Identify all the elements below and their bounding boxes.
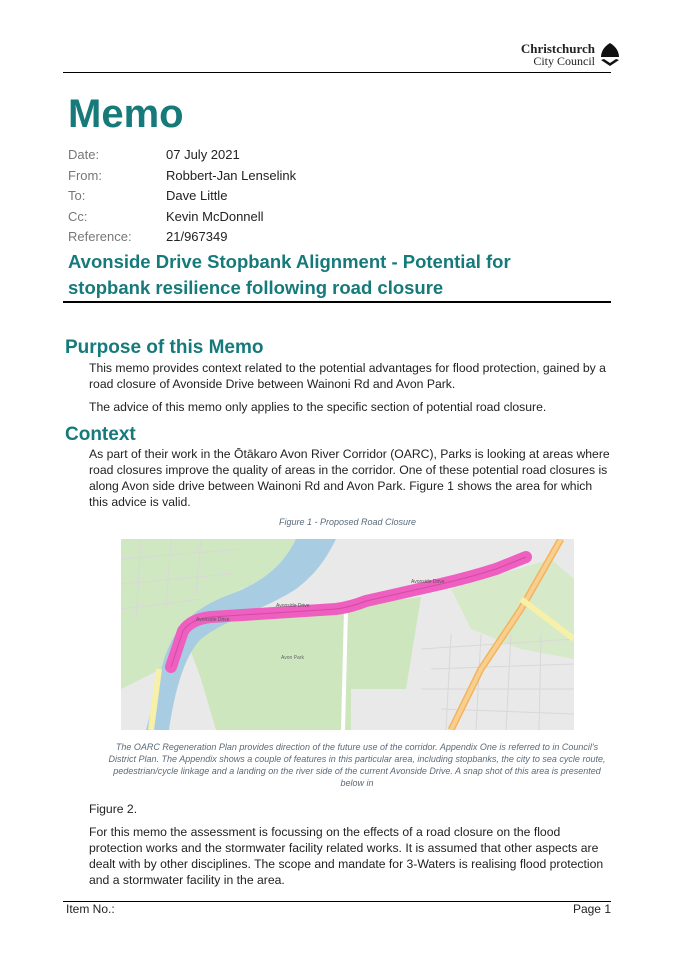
figure-2-reference: Figure 2. [89,802,138,816]
purpose-paragraph-2: The advice of this memo only applies to the specific section of potential road closure. [89,400,547,414]
purpose-paragraph-1: This memo provides context related to the potential advantages for flood protection, gained by a road closure of Avonside Drive between Wainoni Rd and Avon Park. [89,361,606,391]
meta-row-to: To: Dave Little [68,188,228,203]
footer-item-no: Item No.: [66,902,115,916]
map-label-road-1: Avonside Drive [276,603,310,609]
meta-row-date: Date: 07 July 2021 [68,147,240,162]
header-rule [63,72,611,73]
context-paragraph-2: For this memo the assessment is focussing on the effects of a road closure on the flood protection works and the stormwater facility related works. It is assumed that other aspects are dealt with by other disciplines. The scope and mandate for 3-Waters is realising flood protection and a stormwater facility in the area. [89,825,604,887]
memo-meta [68,147,296,250]
council-logo [521,42,595,68]
map-caption: The OARC Regeneration Plan provides direction of the future use of the corridor. Appendix One is referred to in Council's District Plan. The Appendix shows a couple of features in this particular area, including stopbanks, the city to sea cycle route, pedestrian/cycle linkage and a landing on the river side of the current Avonside Drive. A snap shot of this area is presented below in [108,742,606,788]
context-heading: Context [65,424,136,445]
purpose-heading: Purpose of this Memo [65,337,264,358]
context-paragraph-1: As part of their work in the Ōtākaro Avon River Corridor (OARC), Parks is looking at areas where road closures improve the quality of areas in the corridor. One of these potential road closures is along Avon side drive between Wainoni Rd and Avon Park. Figure 1 shows the area for which this advice is valid. [89,447,610,509]
map-label-park: Avon Park [281,655,304,661]
map-graphic [121,539,574,730]
logo-line2: City Council [533,54,595,68]
map-label-road-3: Avonside Drive [411,579,445,585]
map-label-road-2: Avonside Drive [196,617,230,623]
road-closure-map [121,539,574,730]
memo-title: Memo [68,92,184,136]
meta-row-cc: Cc: Kevin McDonnell [68,208,264,224]
footer-rule [63,901,611,902]
title-rule [63,301,611,303]
meta-row-reference: Reference: 21/967349 [68,229,228,244]
council-emblem-icon [599,42,621,68]
document-title: Avonside Drive Stopbank Alignment - Potential for stopbank resilience following road closure [68,251,511,298]
figure-1-caption: Figure 1 - Proposed Road Closure [278,517,417,527]
logo-line1: Christchurch [520,41,595,56]
footer-page-number: Page 1 [572,902,611,916]
meta-row-from: From: Robbert-Jan Lenselink [68,167,297,183]
